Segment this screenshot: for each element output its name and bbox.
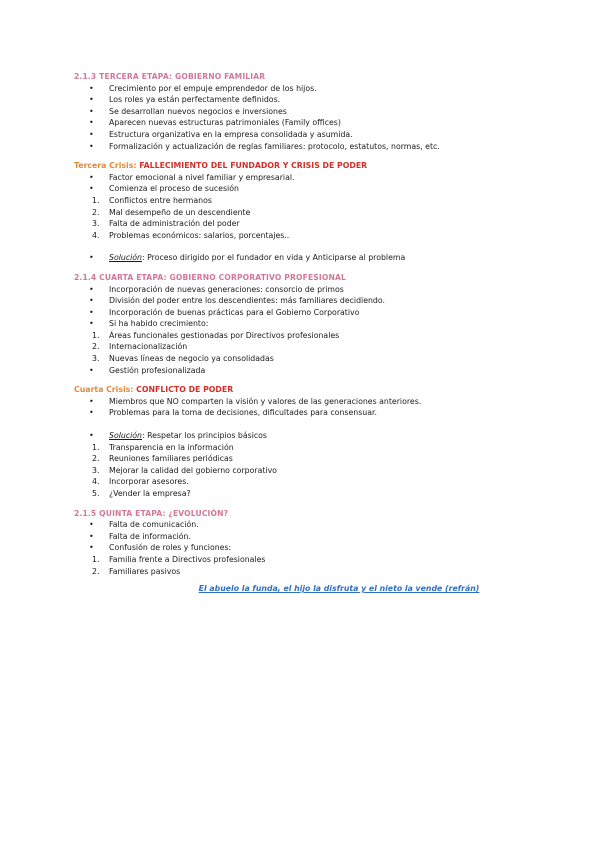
bullet-list — [74, 284, 544, 330]
list-item: • Falta de comunicación. — [74, 519, 544, 531]
bullet-list — [74, 365, 544, 377]
numbered-item: 1. Familia frente a Directivos profesionales — [92, 554, 266, 564]
list-item: • Aparecen nuevas estructuras patrimoniales (Family offices) — [74, 117, 544, 129]
list-item: • Se desarrollan nuevos negocios e inversiones — [74, 106, 544, 118]
crisis-label: Cuarta Crisis: — [74, 385, 134, 395]
crisis-title: CONFLICTO DE PODER — [136, 385, 234, 395]
numbered-item: 2. Reuniones familiares periódicas — [92, 454, 233, 464]
numbered-item: 3. Mejorar la calidad del gobierno corporativo — [92, 465, 277, 475]
list-item: • Factor emocional a nivel familiar y empresarial. — [74, 172, 544, 184]
list-item: • Incorporación de nuevas generaciones: consorcio de primos — [74, 284, 544, 296]
section-heading-quinta-etapa: 2.1.5 QUINTA ETAPA: ¿EVOLUCIÓN? — [74, 508, 229, 518]
bullet-list — [74, 519, 544, 554]
list-item: • Si ha habido crecimiento: — [74, 318, 544, 330]
numbered-list — [74, 554, 544, 577]
numbered-item: 1. Áreas funcionales gestionadas por Directivos profesionales — [92, 330, 340, 340]
numbered-item: 5. ¿Vender la empresa? — [92, 489, 191, 498]
solution-label: Solución — [109, 253, 142, 263]
crisis-label: Tercera Crisis: — [74, 161, 137, 171]
numbered-item: 2. Familiares pasivos — [92, 566, 181, 576]
numbered-item: 3. Nuevas líneas de negocio ya consolidadas — [92, 354, 274, 364]
solution-item: • Solución: Respetar los principios básicos — [74, 430, 544, 442]
numbered-item: 4. Incorporar asesores. — [92, 477, 189, 487]
list-item: • Miembros que NO comparten la visión y valores de las generaciones anteriores. — [74, 396, 544, 408]
list-item: • Confusión de roles y funciones: — [74, 542, 544, 554]
list-item: • Incorporación de buenas prácticas para el Gobierno Corporativo — [74, 307, 544, 319]
solution-list — [74, 252, 544, 264]
list-item: • Falta de información. — [74, 531, 544, 543]
list-item: • Gestión profesionalizada — [74, 365, 544, 377]
solution-item: • Solución: Proceso dirigido por el fundador en vida y Anticiparse al problema — [74, 252, 544, 264]
bullet-list — [74, 172, 544, 195]
list-item: • Crecimiento por el empuje emprendedor de los hijos. — [74, 83, 544, 95]
crisis-heading-cuarta — [74, 384, 544, 396]
numbered-list — [74, 330, 544, 365]
list-item: • División del poder entre los descendientes: más familiares decidiendo. — [74, 295, 544, 307]
section-heading-cuarta-etapa: 2.1.4 CUARTA ETAPA: GOBIERNO CORPORATIVO PROFESIONAL — [74, 272, 347, 282]
bullet-list — [74, 83, 544, 153]
numbered-list — [74, 442, 544, 500]
crisis-heading-tercera — [74, 160, 544, 172]
list-item: • Comienza el proceso de sucesión — [74, 183, 544, 195]
list-item: • Los roles ya están perfectamente definidos. — [74, 94, 544, 106]
solution-list — [74, 430, 544, 442]
numbered-item: 3. Falta de administración del poder — [92, 219, 240, 229]
numbered-item: 2. Internacionalización — [92, 342, 188, 352]
list-item: • Formalización y actualización de reglas familiares: protocolo, estatutos, normas, etc. — [74, 141, 544, 153]
numbered-item: 1. Conflictos entre hermanos — [92, 195, 212, 205]
bullet-list — [74, 396, 544, 419]
list-item: • Estructura organizativa en la empresa consolidada y asumida. — [74, 129, 544, 141]
numbered-list — [74, 195, 544, 241]
solution-label: Solución — [109, 431, 142, 441]
section-heading-tercera-etapa: 2.1.3 TERCERA ETAPA: GOBIERNO FAMILIAR — [74, 72, 266, 81]
list-item: • Problemas para la toma de decisiones, dificultades para consensuar. — [74, 407, 544, 419]
numbered-item: 2. Mal desempeño de un descendiente — [92, 207, 251, 217]
numbered-item: 1. Transparencia en la información — [92, 442, 234, 452]
numbered-item: 4. Problemas económicos: salarios, porcentajes.. — [92, 230, 290, 240]
document-page — [74, 71, 544, 603]
proverb-quote: El abuelo la funda, el hijo la disfruta y el nieto la vende (refrán) — [198, 584, 480, 594]
crisis-title: FALLECIMIENTO DEL FUNDADOR Y CRISIS DE PODER — [139, 161, 368, 171]
